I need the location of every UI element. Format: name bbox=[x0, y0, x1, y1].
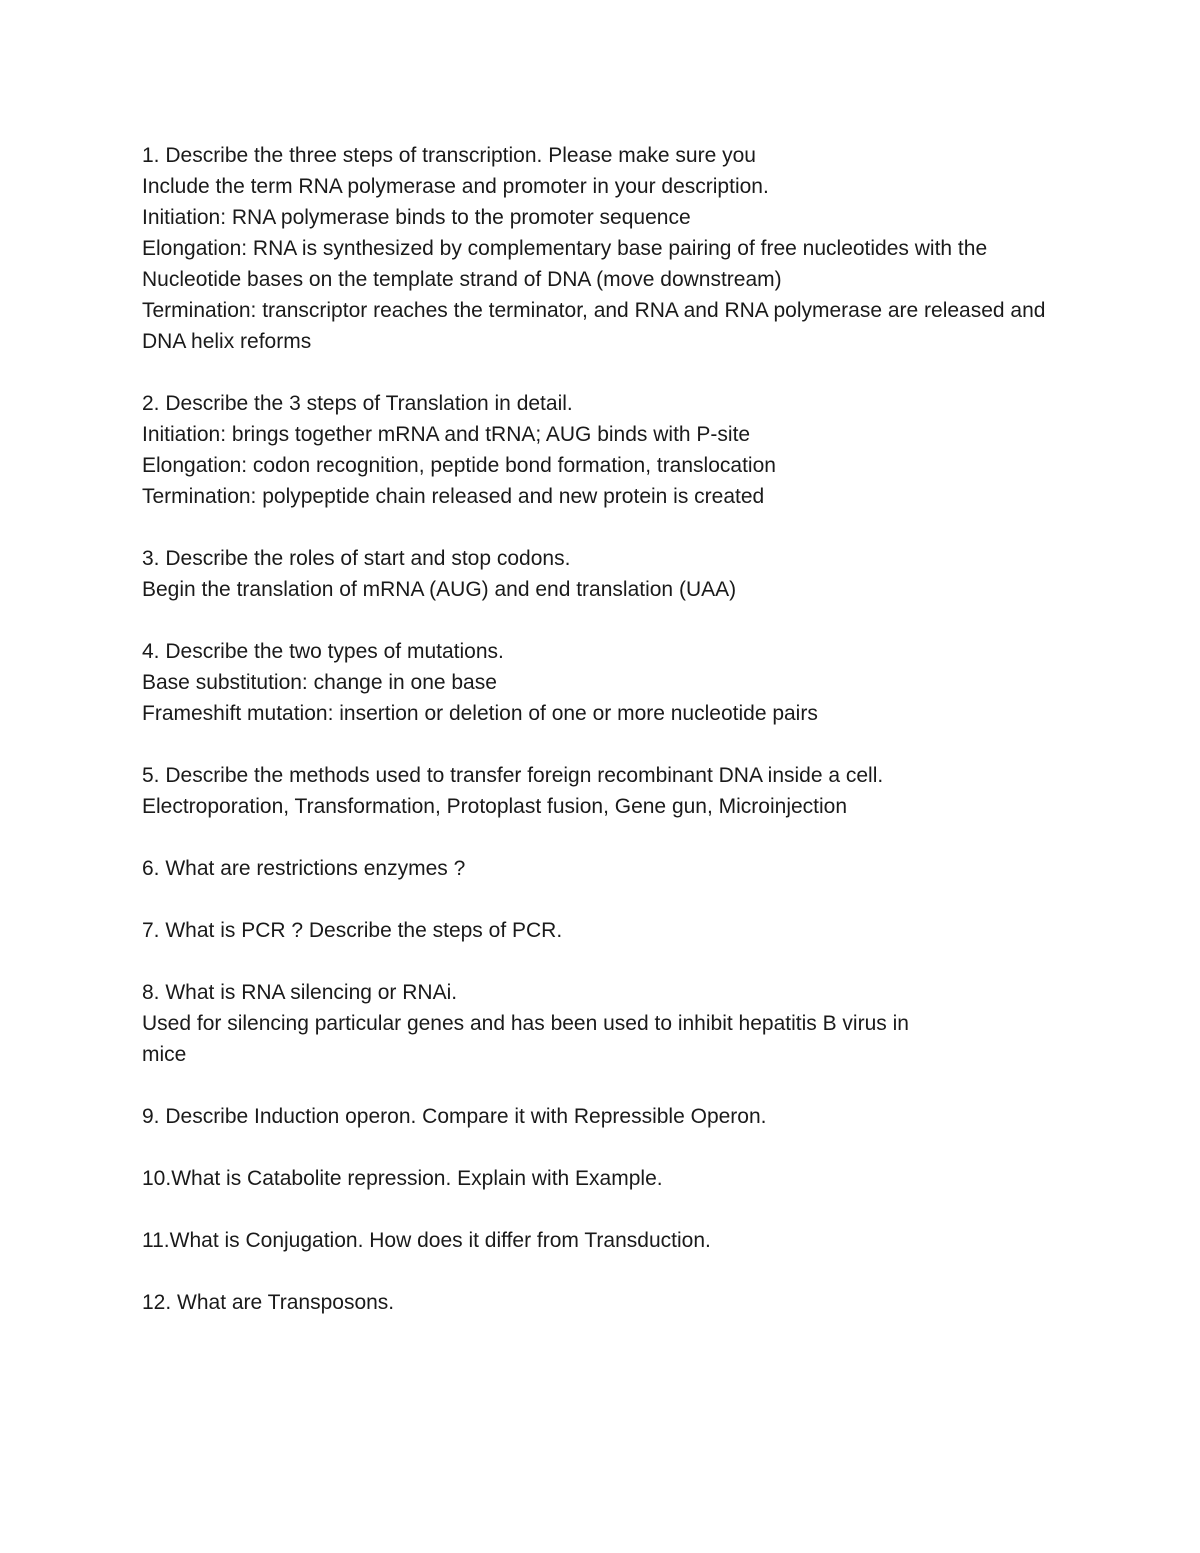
blank-line bbox=[142, 1194, 1172, 1225]
question-2: 2. Describe the 3 steps of Translation in detail. bbox=[142, 392, 573, 415]
question-block-9 bbox=[142, 1101, 1172, 1132]
answer-line: Electroporation, Transformation, Protoplast fusion, Gene gun, Microinjection bbox=[142, 795, 848, 818]
answer-line: DNA helix reforms bbox=[142, 330, 312, 353]
blank-line bbox=[142, 605, 1172, 636]
question-block-11 bbox=[142, 1225, 1172, 1256]
blank-line bbox=[142, 1070, 1172, 1101]
question-3: 3. Describe the roles of start and stop codons. bbox=[142, 547, 571, 570]
question-block-7 bbox=[142, 915, 1172, 946]
question-block-8 bbox=[142, 977, 1172, 1070]
blank-line bbox=[142, 357, 1172, 388]
question-11: 11.What is Conjugation. How does it differ from Transduction. bbox=[142, 1229, 711, 1252]
question-1: 1. Describe the three steps of transcription. Please make sure you bbox=[142, 144, 756, 167]
answer-line: Frameshift mutation: insertion or deletion of one or more nucleotide pairs bbox=[142, 702, 818, 725]
blank-line bbox=[142, 946, 1172, 977]
question-block-5 bbox=[142, 760, 1172, 822]
question-7: 7. What is PCR ? Describe the steps of PCR. bbox=[142, 919, 563, 942]
answer-line: Elongation: codon recognition, peptide bond formation, translocation bbox=[142, 454, 776, 477]
blank-line bbox=[142, 512, 1172, 543]
answer-line: Initiation: RNA polymerase binds to the promoter sequence bbox=[142, 206, 691, 229]
answer-line: Nucleotide bases on the template strand of DNA (move downstream) bbox=[142, 268, 782, 291]
question-6: 6. What are restrictions enzymes ? bbox=[142, 857, 466, 880]
answer-line: mice bbox=[142, 1043, 187, 1066]
answer-line: Termination: polypeptide chain released and new protein is created bbox=[142, 485, 765, 508]
blank-line bbox=[142, 1132, 1172, 1163]
blank-line bbox=[142, 822, 1172, 853]
blank-line bbox=[142, 884, 1172, 915]
answer-line: Initiation: brings together mRNA and tRNA; AUG binds with P-site bbox=[142, 423, 751, 446]
question-block-10 bbox=[142, 1163, 1172, 1194]
question-block-2 bbox=[142, 388, 1172, 512]
question-block-4 bbox=[142, 636, 1172, 729]
blank-line bbox=[142, 729, 1172, 760]
document-body bbox=[142, 140, 1172, 1318]
question-block-1 bbox=[142, 140, 1172, 357]
blank-line bbox=[142, 1256, 1172, 1287]
answer-line: Elongation: RNA is synthesized by complementary base pairing of free nucleotides with the bbox=[142, 237, 988, 260]
answer-line: Base substitution: change in one base bbox=[142, 671, 497, 694]
answer-line: Used for silencing particular genes and has been used to inhibit hepatitis B virus in bbox=[142, 1012, 909, 1035]
question-block-12 bbox=[142, 1287, 1172, 1318]
question-4: 4. Describe the two types of mutations. bbox=[142, 640, 504, 663]
answer-line: Termination: transcriptor reaches the terminator, and RNA and RNA polymerase are released and bbox=[142, 299, 1046, 322]
question-10: 10.What is Catabolite repression. Explain with Example. bbox=[142, 1167, 663, 1190]
question-block-6 bbox=[142, 853, 1172, 884]
question-5: 5. Describe the methods used to transfer foreign recombinant DNA inside a cell. bbox=[142, 764, 884, 787]
question-block-3 bbox=[142, 543, 1172, 605]
question-8: 8. What is RNA silencing or RNAi. bbox=[142, 981, 458, 1004]
answer-line: Begin the translation of mRNA (AUG) and end translation (UAA) bbox=[142, 578, 737, 601]
question-9: 9. Describe Induction operon. Compare it with Repressible Operon. bbox=[142, 1105, 767, 1128]
question-12: 12. What are Transposons. bbox=[142, 1291, 395, 1314]
answer-line: Include the term RNA polymerase and promoter in your description. bbox=[142, 175, 769, 198]
